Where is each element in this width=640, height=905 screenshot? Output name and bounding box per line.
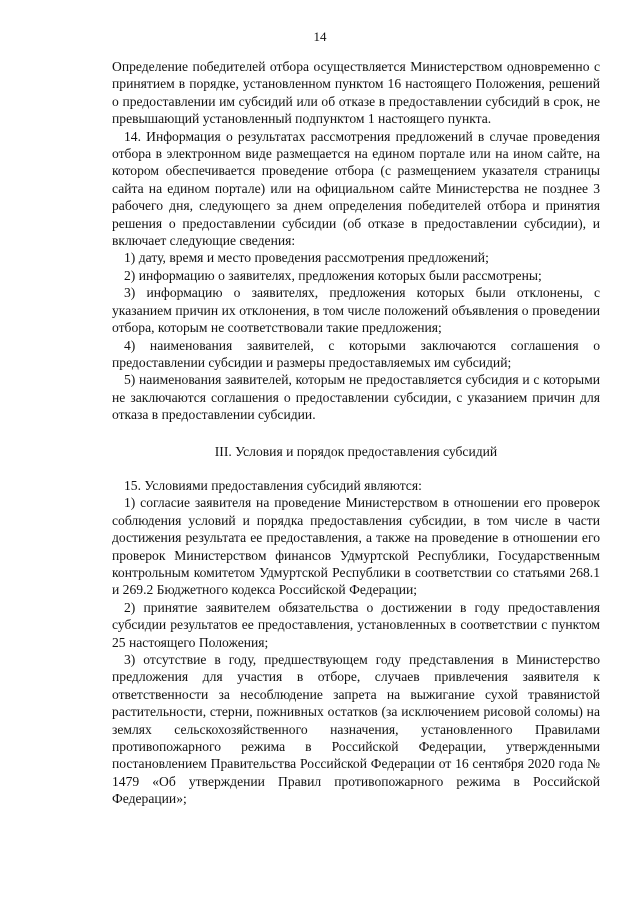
list-item: 3) информацию о заявителях, предложения которых были отклонены, с указанием причин их отклонения, в том числе положений объявления о проведении отбора, которым не соответствовали такие предложения; — [112, 285, 600, 336]
list-item: 2) принятие заявителем обязательства о достижении в году предоставления субсидии результатов ее предоставления, установленных в соответствии с пунктом 25 настоящего Положения; — [112, 599, 600, 650]
paragraph: Определение победителей отбора осуществляется Министерством одновременно с принятием в порядке, установленном пунктом 16 настоящего Положения, решений о предоставлении им субсидий или об отказе в предоставлении субсидий в срок, не превышающий установленный подпунктом 1 настоящего пункта. — [112, 59, 600, 127]
list-item: 1) согласие заявителя на проведение Министерством в отношении его проверок соблюдения условий и порядка предоставления субсидии, в том числе в части достижения результата ее предоставления, а также на проведение в отношении его проверок Министерством финансов Удмуртской Республики, Государственным контрольным комитетом Удмуртской Республики в соответствии со статьями 268.1 и 269.2 Бюджетного кодекса Российской Федерации; — [112, 495, 600, 598]
list-item: 3) отсутствие в году, предшествующем году представления в Министерство предложения для участия в отборе, случаев привлечения заявителя к ответственности за несоблюдение запрета на выжигание сухой травянистой растительности, стерни, пожнивных остатков (за исключением рисовой соломы) на землях сельскохозяйственного назначения, установленного Правилами противопожарного режима в Российской Федерации, утвержденными постановлением Правительства Российской Федерации от 16 сентября 2020 года № 1479 «Об утверждении Правил противопожарного режима в Российской Федерации»; — [112, 652, 600, 807]
section-heading: III. Условия и порядок предоставления субсидий — [214, 443, 498, 459]
list-item: 1) дату, время и место проведения рассмотрения предложений; — [124, 250, 489, 266]
list-item: 5) наименования заявителей, которым не предоставляется субсидия и с которыми не заключаются соглашения о предоставлении субсидии, с указанием причин для отказа в предоставлении субсидии. — [112, 372, 600, 423]
list-item: 4) наименования заявителей, с которыми заключаются соглашения о предоставлении субсидии и размеры предоставляемых им субсидий; — [112, 337, 600, 370]
page-number: 14 — [313, 29, 327, 44]
document-body — [112, 58, 600, 808]
paragraph: 14. Информация о результатах рассмотрения предложений в случае проведения отбора в электронном виде размещается на едином портале или на ином сайте, на котором обеспечивается проведение отбора (с размещением указателя страницы сайта на едином портале) или на официальном сайте Министерства не позднее 3 рабочего дня, следующего за днем определения победителей отбора и принятия решения о предоставлении субсидии (об отказе в предоставлении субсидии), и включает следующие сведения: — [112, 128, 600, 249]
paragraph: 15. Условиями предоставления субсидий являются: — [124, 477, 422, 493]
list-item: 2) информацию о заявителях, предложения которых были рассмотрены; — [124, 267, 542, 283]
